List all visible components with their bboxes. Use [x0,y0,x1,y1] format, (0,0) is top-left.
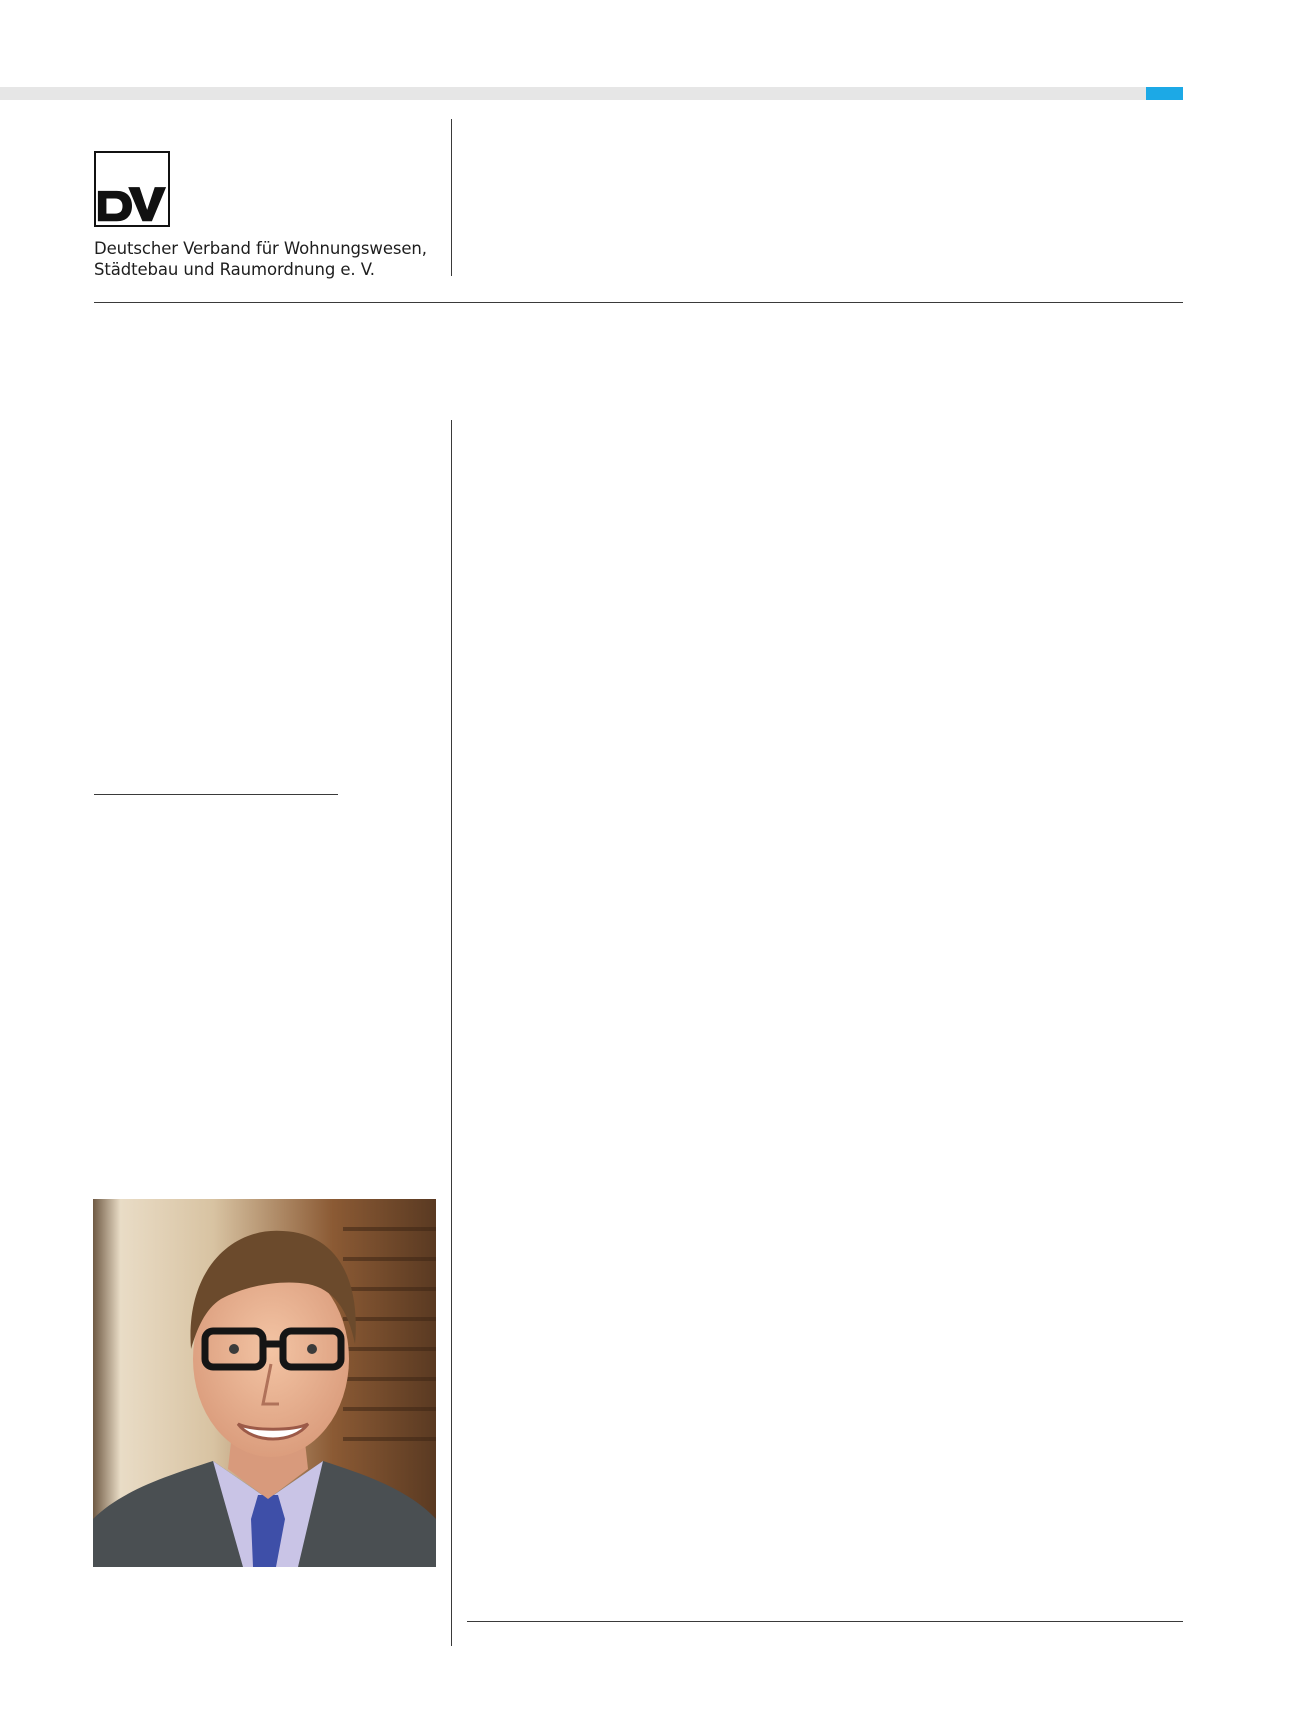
portrait-photo-icon [93,1199,436,1567]
organization-name-line-2: Städtebau und Raumordnung e. V. [94,260,375,279]
dv-logo-icon [96,153,168,225]
top-band [0,87,1146,100]
header-divider-vertical [451,119,452,276]
dv-logo [94,151,170,227]
sidebar-rule [94,794,338,795]
portrait-photo [93,1199,436,1567]
footer-rule [467,1621,1183,1622]
organization-name-line-1: Deutscher Verband für Wohnungswesen, [94,239,427,258]
header-divider-horizontal [94,302,1183,303]
organization-name [94,238,454,280]
accent-tab [1146,87,1183,100]
column-divider [451,420,452,1646]
